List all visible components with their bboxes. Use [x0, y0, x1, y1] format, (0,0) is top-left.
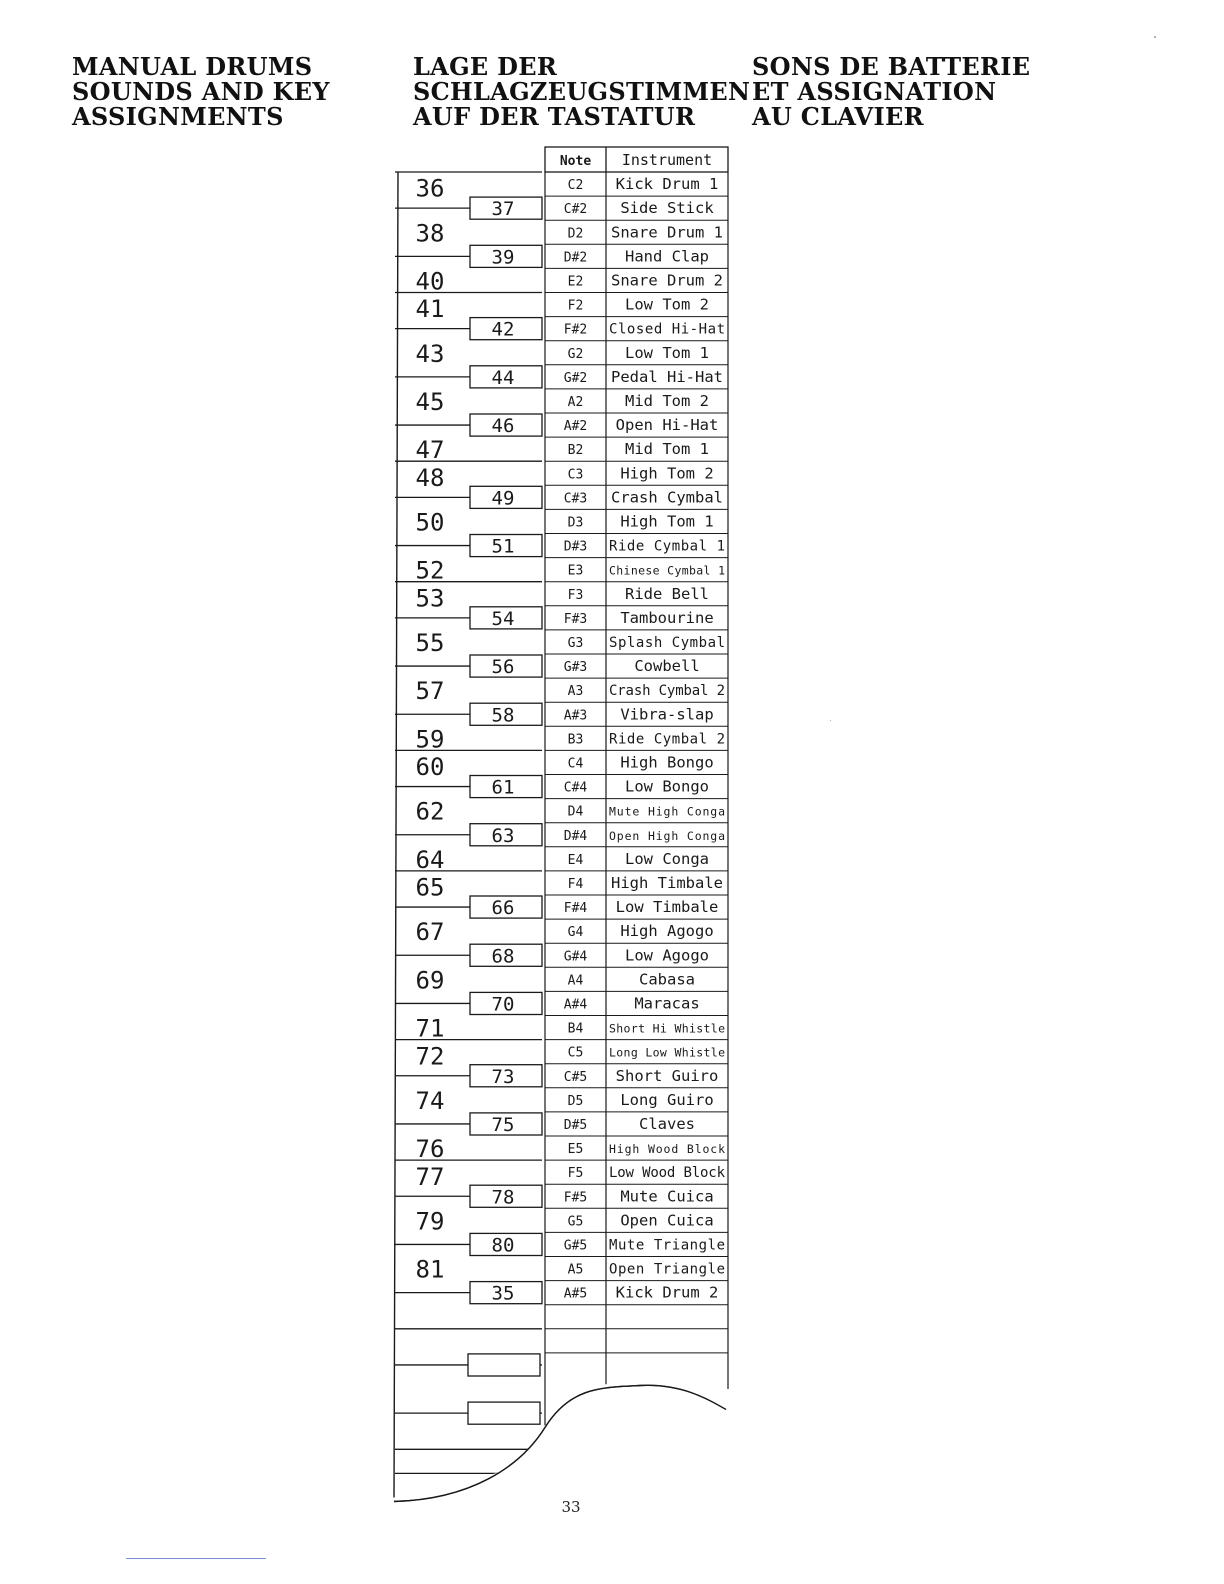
note-cell: B2: [567, 443, 584, 459]
white-key-number: 55: [415, 628, 445, 657]
note-cell: A2: [567, 394, 584, 410]
footer-rule: [126, 1558, 266, 1559]
scan-speck: [1154, 36, 1156, 38]
instrument-cell: Short Hi Whistle: [609, 1021, 725, 1036]
instrument-cell: Ride Cymbal 1: [609, 538, 725, 555]
heading-line: AU CLAVIER: [752, 102, 924, 131]
note-cell: E5: [567, 1142, 584, 1158]
white-key-number: 72: [415, 1042, 445, 1071]
instrument-cell: Side Stick: [620, 199, 714, 218]
instrument-cell: High Bongo: [620, 753, 714, 772]
heading-line: ASSIGNMENTS: [72, 102, 284, 131]
white-key-number: 69: [415, 966, 445, 995]
heading-line: ET ASSIGNATION: [752, 77, 997, 106]
white-key-number: 47: [415, 436, 445, 465]
black-key-number: 61: [491, 776, 515, 799]
header-note: Note: [559, 154, 592, 169]
instrument-cell: Low Tom 1: [625, 343, 709, 362]
black-key-number: 44: [491, 366, 515, 389]
note-cell: A#3: [563, 708, 588, 724]
note-cell: C#5: [563, 1069, 588, 1085]
note-cell: F2: [567, 298, 584, 314]
heading-line: SONS DE BATTERIE: [752, 52, 1031, 81]
instrument-cell: High Timbale: [611, 873, 723, 892]
page-number: 33: [561, 1498, 581, 1516]
black-key-number: 54: [491, 607, 515, 630]
instrument-cell: Open High Conga: [609, 828, 725, 843]
heading-line: LAGE DER: [413, 52, 558, 81]
note-cell: G#5: [563, 1238, 588, 1254]
instrument-cell: Cabasa: [639, 970, 695, 989]
note-cell: A#2: [563, 419, 588, 435]
black-key-number: 68: [491, 945, 515, 968]
instrument-cell: Hand Clap: [625, 247, 709, 266]
instrument-cell: Mute High Conga: [609, 804, 725, 819]
black-key-number: 42: [491, 318, 515, 341]
instrument-cell: Cowbell: [634, 657, 700, 676]
white-key-number: 43: [415, 339, 445, 368]
note-cell: G#2: [563, 370, 588, 386]
instrument-cell: Kick Drum 1: [615, 175, 719, 194]
black-key-number: 63: [491, 824, 515, 847]
note-cell: F4: [567, 876, 584, 892]
white-key-number: 52: [415, 556, 445, 585]
black-key-number: 51: [491, 535, 515, 558]
note-cell: F#4: [563, 901, 588, 917]
black-key-number: 56: [491, 656, 515, 679]
white-key-number: 67: [415, 918, 445, 947]
note-cell: D3: [567, 515, 584, 531]
white-key-number: 45: [415, 387, 445, 416]
note-cell: E2: [567, 274, 584, 290]
black-key-number: 49: [491, 487, 515, 510]
note-cell: D#5: [563, 1117, 588, 1133]
black-key-number: 37: [491, 198, 515, 221]
instrument-cell: High Wood Block: [609, 1142, 725, 1157]
note-cell: A3: [567, 684, 584, 700]
instrument-cell: Mute Cuica: [620, 1187, 714, 1206]
white-key-number: 59: [415, 725, 445, 754]
white-key-number: 40: [415, 267, 445, 296]
instrument-cell: Open Hi-Hat: [615, 416, 719, 435]
white-key-number: 76: [415, 1135, 445, 1164]
note-cell: D5: [567, 1093, 584, 1109]
instrument-cell: Chinese Cymbal 1: [609, 563, 725, 578]
black-key: [468, 1354, 540, 1376]
white-key-number: 53: [415, 584, 445, 613]
note-cell: G3: [567, 635, 584, 651]
scan-speck: [830, 720, 831, 721]
note-cell: G#4: [563, 949, 588, 965]
note-cell: F#5: [563, 1190, 588, 1206]
instrument-cell: Closed Hi-Hat: [609, 321, 725, 338]
note-cell: B4: [567, 1021, 584, 1037]
instrument-cell: Pedal Hi-Hat: [611, 367, 723, 386]
heading-line: SOUNDS AND KEY: [72, 77, 330, 106]
note-cell: G#3: [563, 660, 588, 676]
instrument-cell: Ride Cymbal 2: [609, 731, 725, 748]
note-cell: F#3: [563, 611, 588, 627]
instrument-cell: Long Low Whistle: [609, 1045, 725, 1060]
instrument-cell: Vibra-slap: [620, 705, 714, 724]
note-cell: F3: [567, 587, 584, 603]
instrument-cell: Low Conga: [625, 849, 709, 868]
instrument-cell: Open Cuica: [620, 1211, 714, 1230]
instrument-cell: High Tom 2: [620, 464, 714, 483]
instrument-cell: Snare Drum 2: [611, 271, 723, 290]
heading-line: SCHLAGZEUGSTIMMEN: [413, 77, 751, 106]
white-key-number: 38: [415, 219, 445, 248]
note-cell: E4: [567, 852, 584, 868]
instrument-cell: Kick Drum 2: [615, 1283, 719, 1302]
note-cell: E3: [567, 563, 584, 579]
note-cell: A#4: [563, 997, 588, 1013]
note-cell: A5: [567, 1262, 584, 1278]
instrument-cell: Tambourine: [620, 608, 714, 627]
note-cell: B3: [567, 732, 584, 748]
instrument-cell: Low Timbale: [615, 898, 719, 917]
note-cell: C#3: [563, 491, 588, 507]
white-key-number: 79: [415, 1207, 445, 1236]
black-key-number: 35: [491, 1282, 515, 1305]
heading-line: MANUAL DRUMS: [72, 52, 313, 81]
note-cell: A4: [567, 973, 584, 989]
note-cell: A#5: [563, 1286, 588, 1302]
instrument-cell: Ride Bell: [625, 584, 709, 603]
white-key-number: 71: [415, 1014, 445, 1043]
note-cell: C5: [567, 1045, 584, 1061]
note-cell: D#2: [563, 250, 588, 266]
instrument-cell: Crash Cymbal 2: [609, 683, 725, 700]
instrument-cell: Crash Cymbal: [611, 488, 723, 507]
note-cell: D4: [567, 804, 584, 820]
note-cell: G2: [567, 346, 584, 362]
black-key: [468, 1402, 540, 1424]
instrument-cell: Low Bongo: [625, 777, 709, 796]
note-cell: C3: [567, 467, 584, 483]
white-key-number: 65: [415, 873, 445, 902]
instrument-cell: Long Guiro: [620, 1090, 714, 1109]
note-cell: C#2: [563, 202, 588, 218]
note-cell: C2: [567, 178, 584, 194]
black-key-number: 80: [491, 1234, 515, 1257]
instrument-cell: Mid Tom 1: [625, 440, 709, 459]
instrument-cell: Low Tom 2: [625, 295, 709, 314]
black-key-number: 78: [491, 1186, 515, 1209]
header-instrument: Instrument: [621, 151, 713, 169]
note-cell: F#2: [563, 322, 588, 338]
white-key-number: 64: [415, 845, 445, 874]
instrument-cell: Low Agogo: [625, 946, 709, 965]
black-key-number: 46: [491, 415, 515, 438]
note-cell: C#4: [563, 780, 588, 796]
heading-line: AUF DER TASTATUR: [413, 102, 696, 131]
white-key-number: 81: [415, 1255, 445, 1284]
white-key-number: 74: [415, 1086, 445, 1115]
white-key-number: 48: [415, 463, 445, 492]
instrument-cell: Mid Tom 2: [625, 391, 709, 410]
instrument-cell: Splash Cymbal: [609, 634, 725, 651]
black-key-number: 39: [491, 246, 515, 269]
instrument-cell: Claves: [639, 1114, 695, 1133]
instrument-cell: High Agogo: [620, 922, 714, 941]
black-key-number: 75: [491, 1113, 515, 1136]
instrument-cell: Snare Drum 1: [611, 223, 723, 242]
black-key-number: 70: [491, 993, 515, 1016]
white-key-number: 60: [415, 753, 445, 782]
instrument-cell: Mute Triangle: [609, 1237, 725, 1254]
note-cell: C4: [567, 756, 584, 772]
note-cell: G5: [567, 1214, 584, 1230]
note-instrument-table: [545, 147, 728, 1425]
white-key-number: 50: [415, 508, 445, 537]
white-key-number: 41: [415, 295, 445, 324]
note-cell: D#3: [563, 539, 588, 555]
black-key-number: 58: [491, 704, 515, 727]
white-key-number: 62: [415, 797, 445, 826]
note-cell: D2: [567, 226, 584, 242]
white-key-number: 77: [415, 1162, 445, 1191]
instrument-cell: High Tom 1: [620, 512, 714, 531]
note-cell: D#4: [563, 828, 588, 844]
white-key-number: 36: [415, 174, 445, 203]
instrument-cell: Maracas: [634, 994, 700, 1013]
black-key-number: 73: [491, 1065, 515, 1088]
instrument-cell: Short Guiro: [615, 1066, 719, 1085]
note-cell: F5: [567, 1166, 584, 1182]
white-key-number: 57: [415, 677, 445, 706]
instrument-cell: Low Wood Block: [609, 1165, 725, 1182]
black-key-number: 66: [491, 897, 515, 920]
note-cell: G4: [567, 925, 584, 941]
instrument-cell: Open Triangle: [609, 1261, 725, 1278]
